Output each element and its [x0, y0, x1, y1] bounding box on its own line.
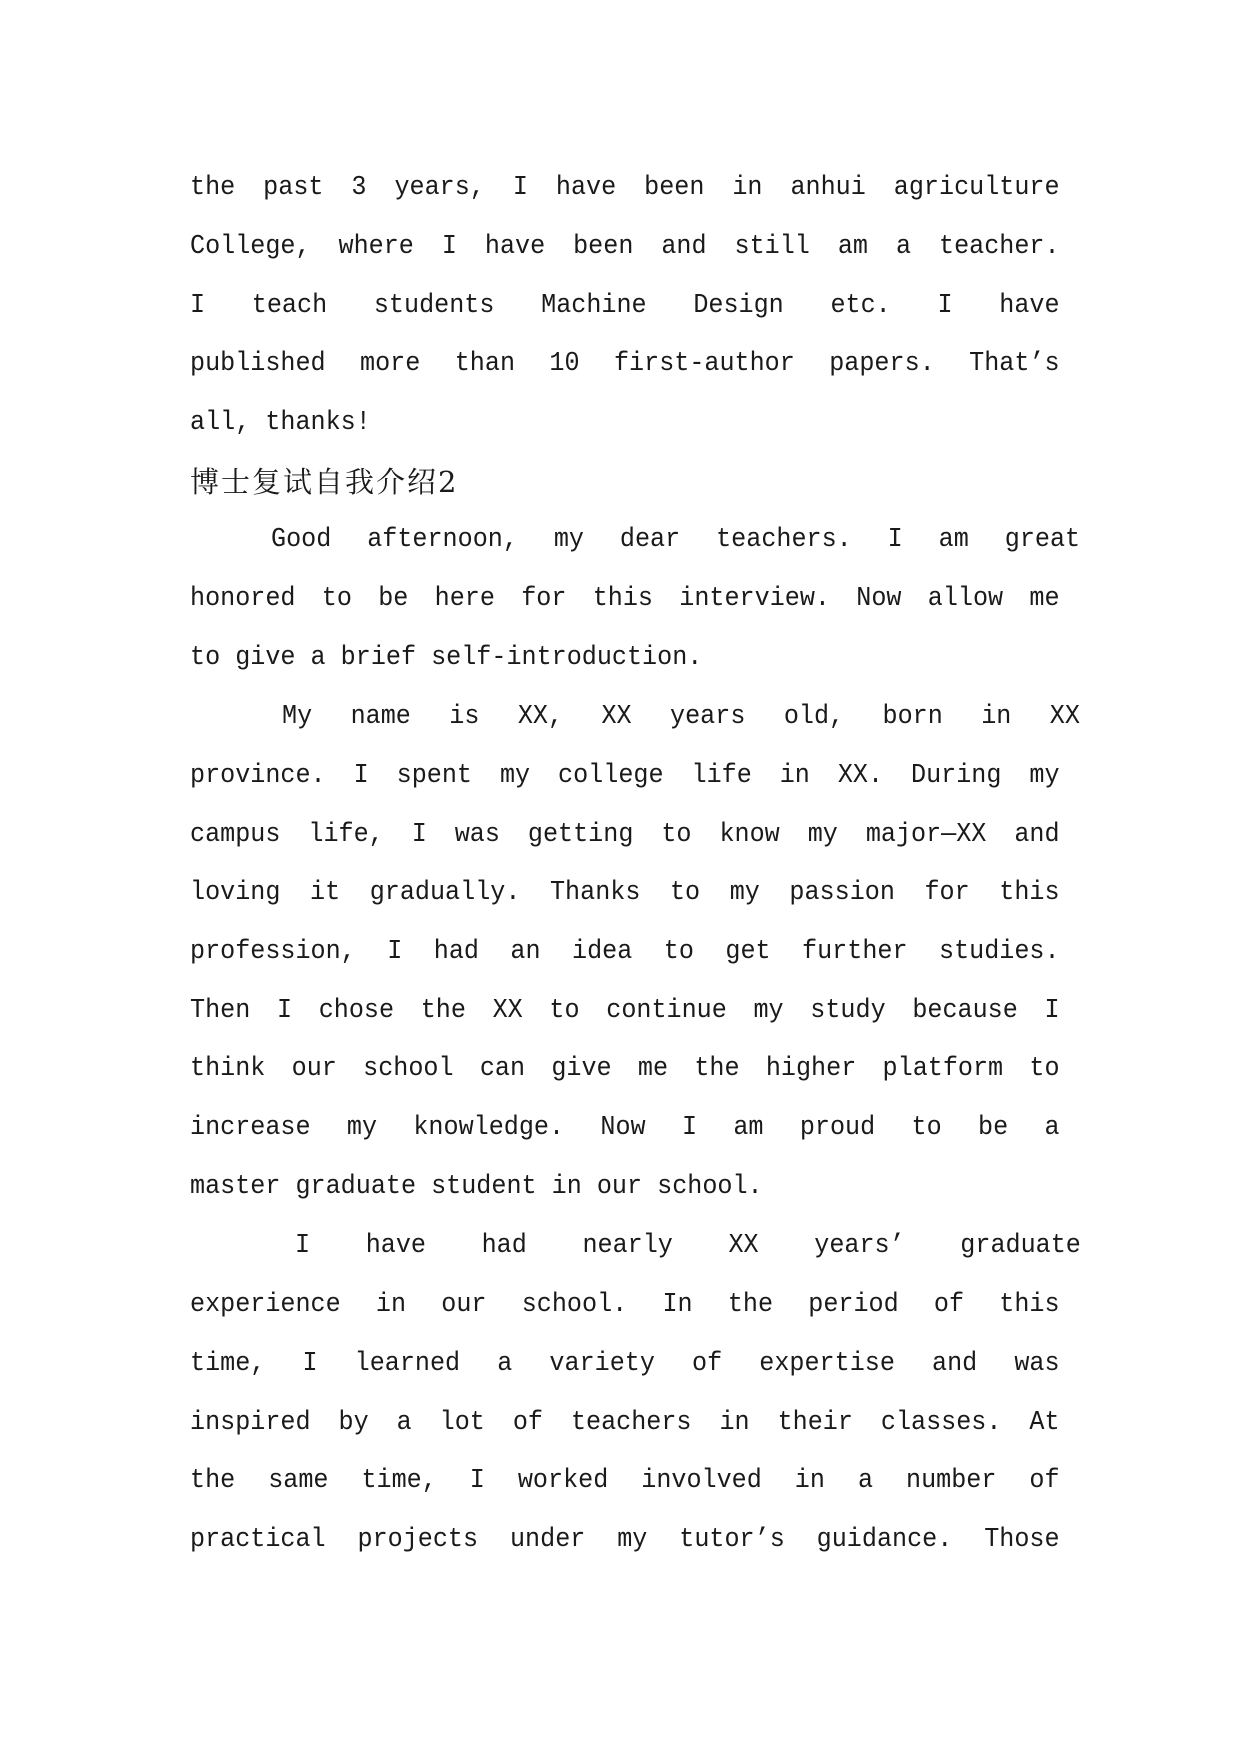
text-line: think our school can give me the higher platform to: [190, 1054, 1060, 1084]
text-line: experience in our school. In the period of this: [190, 1290, 1060, 1320]
text-line: I teach students Machine Design etc. I have: [190, 291, 1060, 321]
text-line: loving it gradually. Thanks to my passion for this: [190, 878, 1060, 908]
text-line: master graduate student in our school.: [190, 1172, 763, 1202]
text-line: inspired by a lot of teachers in their classes. At: [190, 1408, 1060, 1438]
text-line-indented: Good afternoon, my dear teachers. I am great: [271, 525, 1081, 555]
text-line: honored to be here for this interview. Now allow me: [190, 584, 1060, 614]
text-line: time, I learned a variety of expertise and was: [190, 1349, 1060, 1379]
text-line: all, thanks!: [190, 408, 371, 438]
text-line: College, where I have been and still am a teacher.: [190, 232, 1060, 262]
text-line-indented: I have had nearly XX years’ graduate: [295, 1231, 1081, 1261]
text-line: the past 3 years, I have been in anhui agriculture: [190, 173, 1060, 203]
text-line: the same time, I worked involved in a number of: [190, 1466, 1060, 1496]
text-line: published more than 10 first-author papers. That’s: [190, 349, 1060, 379]
text-line: campus life, I was getting to know my major—XX and: [190, 820, 1060, 850]
text-line: Then I chose the XX to continue my study because I: [190, 996, 1060, 1026]
text-line: province. I spent my college life in XX. During my: [190, 761, 1060, 791]
text-line: practical projects under my tutor’s guidance. Those: [190, 1525, 1060, 1555]
text-line: profession, I had an idea to get further studies.: [190, 937, 1060, 967]
section-heading: 博士复试自我介绍2: [190, 465, 459, 499]
text-line: to give a brief self-introduction.: [190, 643, 703, 673]
text-line: increase my knowledge. Now I am proud to be a: [190, 1113, 1060, 1143]
text-line-indented: My name is XX, XX years old, born in XX: [282, 702, 1080, 732]
